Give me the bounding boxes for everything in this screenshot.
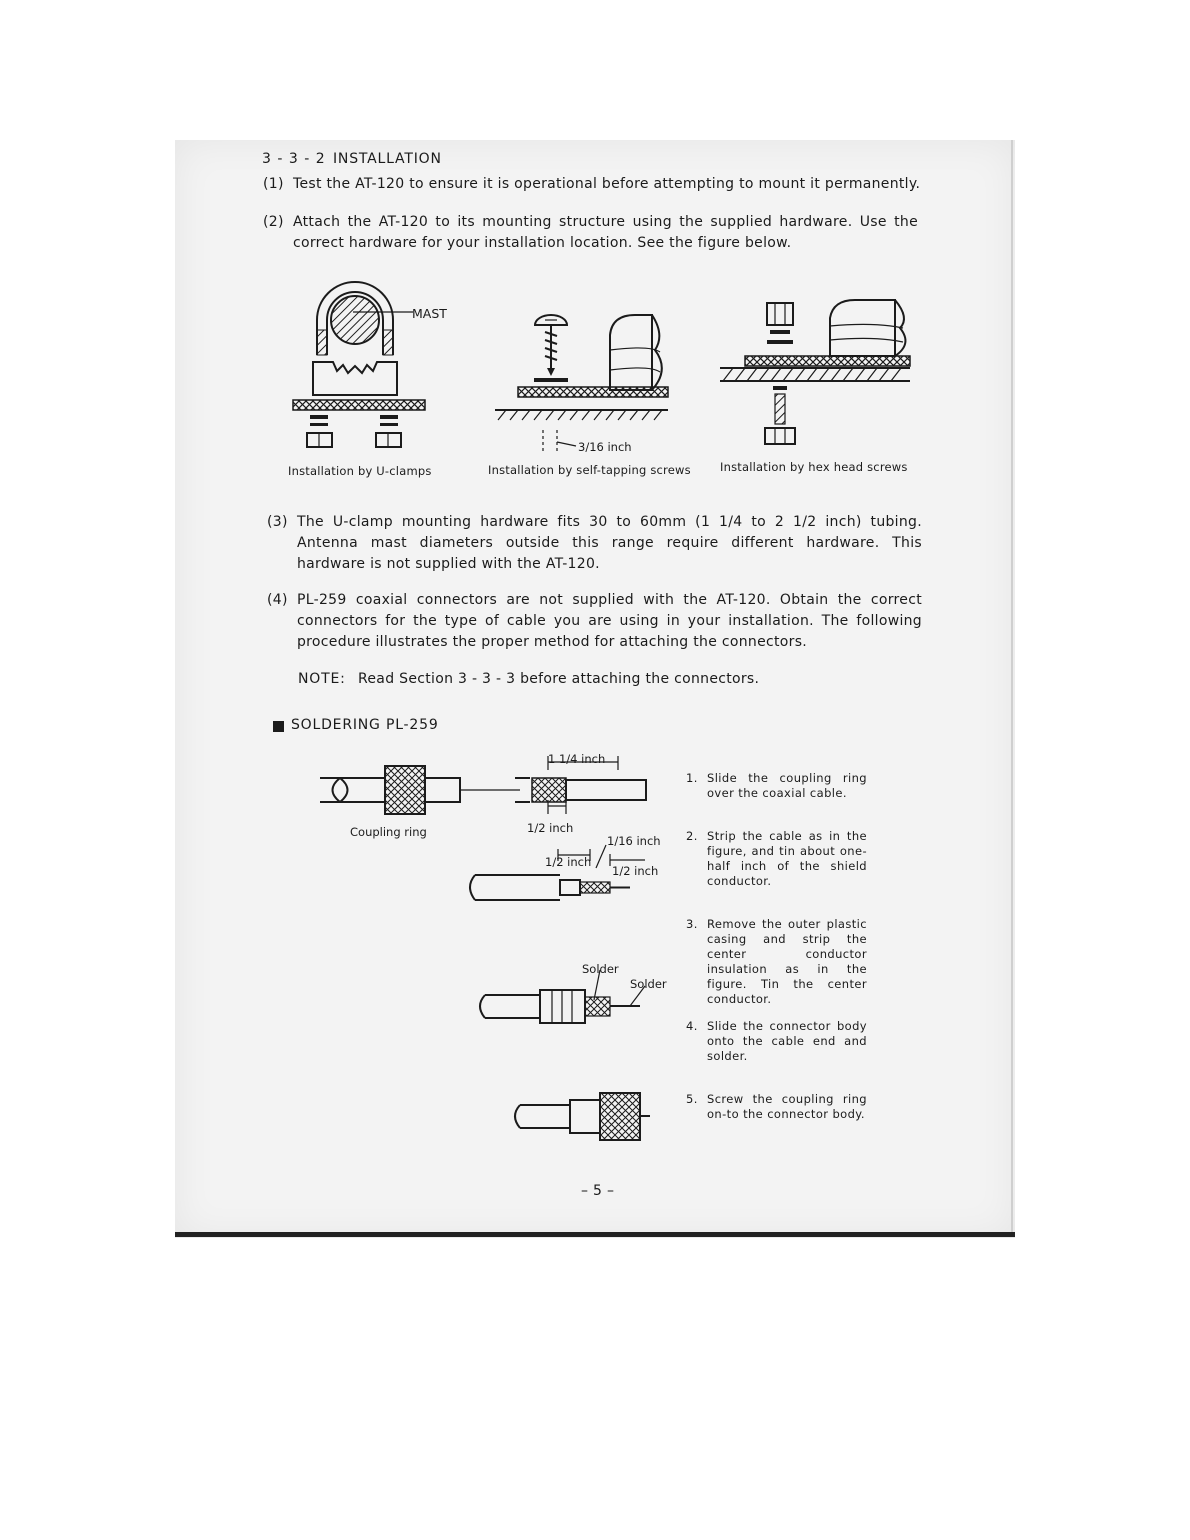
step-4 (686, 1019, 868, 1065)
step-3 (686, 917, 868, 1006)
step-5-text: Screw the coupling ring on-to the connector body. (707, 1092, 867, 1121)
dim-label-1-2-inch-b: 1/2 inch (545, 855, 592, 869)
self-tapping-screw-drawing (490, 290, 680, 460)
caption-self-tapping-screws: Installation by self-tapping screws (488, 463, 691, 477)
step-5 (686, 1092, 868, 1122)
step-2-text: Strip the cable as in the figure, and tin about one-half inch of the shield conductor. (707, 829, 867, 888)
step-2 (686, 829, 868, 891)
solder-label-b: Solder (630, 977, 667, 991)
step-1-number: 1. (686, 771, 698, 785)
step-1 (686, 771, 868, 801)
note-label: NOTE: (298, 671, 346, 687)
item-3 (267, 512, 927, 578)
mast-label: MAST (412, 306, 447, 321)
item-1 (263, 174, 923, 196)
step-3-number: 3. (686, 917, 698, 931)
step-1-text: Slide the coupling ring over the coaxial cable. (707, 771, 867, 800)
dim-label-1-16-inch: 1/16 inch (607, 834, 661, 848)
section-title: INSTALLATION (333, 151, 442, 167)
item-4 (267, 590, 927, 656)
note-text: Read Section 3 - 3 - 3 before attaching the connectors. (358, 671, 760, 687)
item-4-text: PL-259 coaxial connectors are not supplied with the AT-120. Obtain the correct connectors for the type of cable you are using in your installation. The following procedure illustrates the proper method for attaching the connectors. (297, 592, 922, 650)
hex-head-screw-drawing (715, 278, 915, 456)
dim-label-1-2-inch-a: 1/2 inch (527, 821, 574, 835)
step-5-number: 5. (686, 1092, 698, 1106)
section-number: 3 - 3 - 2 (262, 151, 326, 167)
item-4-number: (4) (267, 592, 288, 608)
dim-label-1-2-inch-c: 1/2 inch (612, 864, 659, 878)
paper-bottom-edge (175, 1232, 1015, 1237)
dim-label-1-1-4-inch: 1 1/4 inch (548, 752, 606, 766)
item-2-number: (2) (263, 214, 284, 230)
step-3-text: Remove the outer plastic casing and strip the center conductor insulation as in the figure. Tin the center conductor. (707, 917, 867, 1006)
item-1-number: (1) (263, 176, 284, 192)
step-4-number: 4. (686, 1019, 698, 1033)
item-3-number: (3) (267, 514, 288, 530)
square-bullet-icon (273, 721, 284, 732)
step-2-number: 2. (686, 829, 698, 843)
step-4-text: Slide the connector body onto the cable end and solder. (707, 1019, 867, 1063)
item-3-text: The U-clamp mounting hardware fits 30 to 60mm (1 1/4 to 2 1/2 inch) tubing. Antenna mast diameters outside this range require different hardware. This hardware is not supplied with the AT-120. (297, 514, 922, 572)
soldering-title: SOLDERING PL-259 (291, 717, 439, 733)
caption-u-clamps: Installation by U-clamps (288, 464, 432, 478)
item-2-text: Attach the AT-120 to its mounting structure using the supplied hardware. Use the correct hardware for your installation location. See the figure below. (293, 214, 918, 251)
coupling-ring-label: Coupling ring (350, 825, 427, 839)
page-number: – 5 – (581, 1183, 615, 1199)
pl259-soldering-drawings (300, 750, 660, 1150)
screw-hole-dimension-label: 3/16 inch (578, 440, 632, 454)
paper-right-edge (1011, 140, 1013, 1236)
item-2 (263, 212, 923, 256)
caption-hex-head-screws: Installation by hex head screws (720, 460, 908, 474)
u-clamp-installation-drawing (285, 275, 445, 460)
item-1-text: Test the AT-120 to ensure it is operational before attempting to mount it permanently. (293, 176, 921, 192)
solder-label-a: Solder (582, 962, 619, 976)
